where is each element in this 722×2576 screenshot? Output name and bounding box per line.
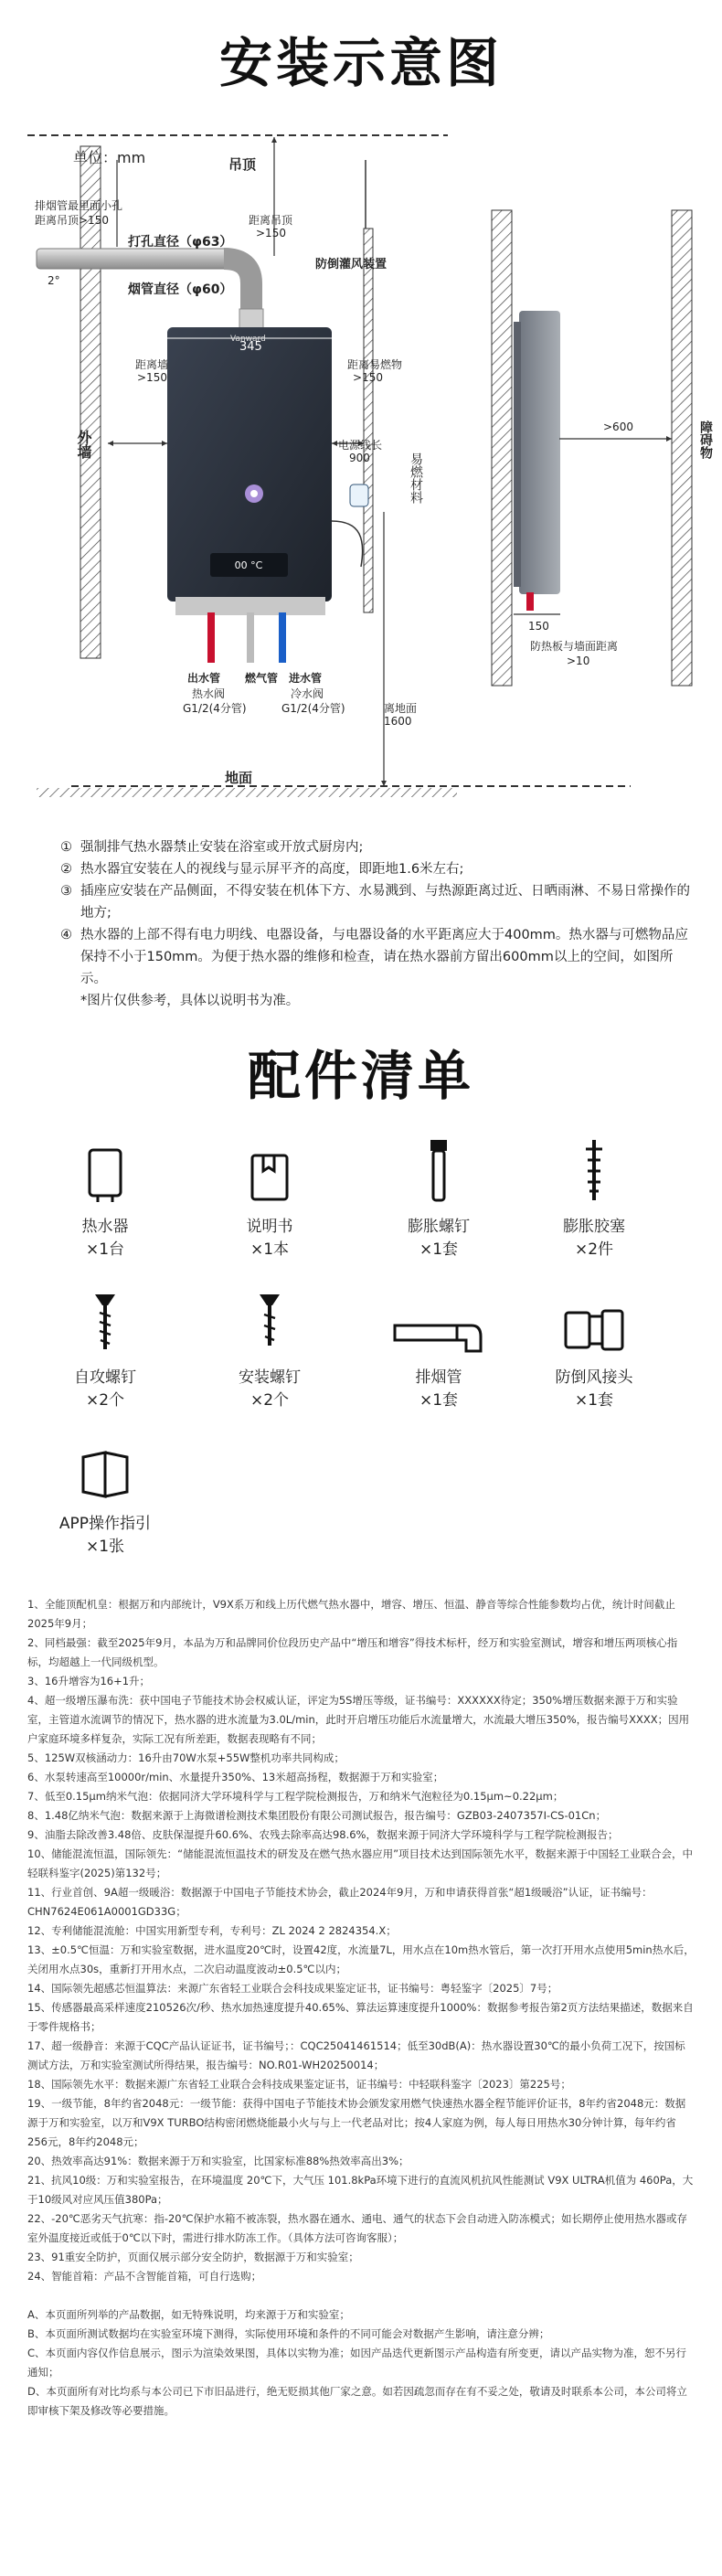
accessory-item: 说明书 ×1本 xyxy=(206,1138,334,1259)
footnote-item: 9、油脂去除改善3.48倍、皮肤保湿提升60.6%、农残去除率高达98.6%，数据来源于同济大学环境科学与工程学院检测报告； xyxy=(27,1828,619,1841)
hole-diameter-label: 打孔直径（φ63） xyxy=(128,235,233,250)
screw-icon xyxy=(41,1289,169,1353)
footnote-item: 4、超一级增压瀑布洗：获中国电子节能技术协会权威认证，评定为5S增压等级，证书编号：XXXXXX待定；350%增压数据来源于万和实验室，主管道水流调节的情况下，热水器的进水流量为3.0L/min，此时开启增压功能后水流量增大，水流最大增压350%，报告编号XXXX；因用户家庭环境多样复杂，实际工况有所差距，数据表现略有不同； xyxy=(27,1694,690,1745)
footnote-item: 24、智能首箱：产品不含智能首箱，可自行选购； xyxy=(27,2270,262,2283)
footnote-item: 21、抗风10级：万和实验室报告，在环境温度 20℃下，大气压 101.8kPa环境下进行的直流风机抗风性能测试 V9X ULTRA机值为 460Pa，大于10级风对应风压值380Pa； xyxy=(27,2174,694,2206)
accessory-item: 膨胀胶塞 ×2件 xyxy=(530,1138,658,1259)
footnote-item: 23、91重安全防护，页面仅展示部分安全防护，数据源于万和实验室； xyxy=(27,2251,359,2263)
note-item: ③ 插座应安装在产品侧面，不得安装在机体下方、水易溅到、与热源距离过近、日晒雨淋、不易日常操作的地方; xyxy=(60,884,690,921)
footnote-item: 7、低至0.15μm纳米气泡：依据同济大学环境科学与工程学院检测报告，万和纳米气泡粒径为0.15μm~0.22μm； xyxy=(27,1790,564,1803)
right-dist-label: 距离易燃物 xyxy=(347,358,403,371)
note-item: ② 热水器宜安装在人的视线与显示屏平齐的高度，即距地1.6米左右; xyxy=(60,862,464,877)
left-dist-value: >150 xyxy=(137,371,167,384)
plug-icon xyxy=(530,1138,658,1202)
manual-icon xyxy=(206,1138,334,1202)
install-title: 安装示意图 xyxy=(218,32,503,94)
ground-label: 地面 xyxy=(225,770,253,786)
accessory-item: 自攻螺钉 ×2个 xyxy=(41,1289,169,1410)
footnote-item: B、本页面所测试数据均在实验室环境下测得，实际使用环境和条件的不同可能会对数据产生影响，请注意分辨； xyxy=(27,2327,550,2340)
accessory-item: APP操作指引 ×1张 xyxy=(41,1435,169,1556)
joint-icon xyxy=(530,1289,658,1353)
app-guide-icon xyxy=(41,1435,169,1499)
accessories-title: 配件清单 xyxy=(247,1045,474,1107)
inlet-sub2: G1/2(4分管) xyxy=(281,702,345,715)
footnote-item: 19、一级节能，8年约省2048元：一级节能：获得中国电子节能技术协会颁发家用燃气快速热水器全程节能评价证书，8年约省2048元：数据源于万和实验室，以万和V9X TURBO结构密闭燃烧能最小火与与上一代老品对比；按4人家庭为例，每人每日用热水30分钟计算，每年约省256元，8年约2048元； xyxy=(27,2097,686,2148)
windproof-label: 防倒灌风装置 xyxy=(315,258,388,271)
footnote-item: A、本页面所列举的产品数据，如无特殊说明，均来源于万和实验室； xyxy=(27,2308,350,2321)
cord-value: 900 xyxy=(349,452,370,464)
right-dist-value: >150 xyxy=(353,371,383,384)
outer-wall-label: 外墙 xyxy=(75,430,92,459)
slope-label: 2° xyxy=(48,274,60,287)
accessory-item: 排烟管 ×1套 xyxy=(375,1289,503,1410)
footnote-item: 14、国际领先超感芯恒温算法：来源广东省轻工业联合会科技成果鉴定证书，证书编号：粤轻鉴字〔2025〕7号； xyxy=(27,1982,558,1995)
unit-label: 单位：mm xyxy=(73,149,146,166)
outlet-sub2: G1/2(4分管) xyxy=(183,702,247,715)
ground-dist-label: 离地面 xyxy=(384,702,418,715)
ceiling-dist-label: 距离吊顶 xyxy=(249,214,293,227)
footnote-item: 8、1.48亿纳米气泡：数据来源于上海微谱检测技术集团股份有限公司测试报告，报告编号：GZB03-2407357I-CS-01Cn； xyxy=(27,1809,607,1822)
brand-logo: Vanward xyxy=(230,335,266,344)
front-dist-label: >600 xyxy=(603,420,633,433)
footnote-item: 2、同档最强：截至2025年9月，本品为万和品牌同价位段历史产品中“增压和增容”得技术标杆，经万和实验室测试，增容和增压两项核心指标，均超越上一代同级机型。 xyxy=(27,1636,678,1668)
outlet-label: 出水管 xyxy=(187,672,221,685)
side-width-label: 150 xyxy=(528,620,549,633)
mount-screw-icon xyxy=(206,1289,334,1353)
outlet-sub1: 热水阀 xyxy=(192,687,226,700)
footnote-item: 18、国际领先水平：数据来源广东省轻工业联合会科技成果鉴定证书，证书编号：中轻联科鉴字〔2023〕第225号； xyxy=(27,2078,571,2091)
footnote-item: 13、±0.5℃恒温：万和实验室数据，进水温度20℃时，设置42度，水流量7L，用水点在10m热水管后，第一次打开用水点使用5min热水后，关闭用水点30s，重新打开用水点，二次启动温度波动±0.5℃以内； xyxy=(27,1943,695,1975)
footnote-item: 22、-20℃恶劣天气抗寒：指-20℃保护水箱不被冻裂，热水器在通水、通电、通气的状态下会自动进入防冻模式；如长期停止使用热水器或存室外温度接近或低于0℃以下时，需进行排水防冻工作。（具体方法可咨询客服）； xyxy=(27,2212,688,2244)
ground-dist-value: 1600 xyxy=(384,715,412,728)
footnotes xyxy=(27,1595,695,2421)
footnote-item: 1、全能顶配机皇：根据万和内部统计，V9X系万和线上历代燃气热水器中，增容、增压、恒温、静音等综合性能参数均占优，统计时间截止2025年9月； xyxy=(27,1598,675,1630)
svg-text:00 °C: 00 °C xyxy=(234,559,263,571)
note-item: ④ 热水器的上部不得有电力明线、电器设备，与电器设备的水平距离应大于400mm。热水器与可燃物品应保持不小于150mm。为便于热水器的维修和检查，请在热水器前方留出600mm以上的空间，如图所示。 xyxy=(60,928,688,986)
accessory-item: 膨胀螺钉 ×1套 xyxy=(375,1138,503,1259)
footnote-item: 15、传感器最高采样速度210526次/秒、热水加热速度提升40.65%、算法运算速度提升1000%：数据参考报告第2页方法结果描述，数据来自于零件规格书； xyxy=(27,2001,694,2033)
accessory-item: 热水器 ×1台 xyxy=(41,1138,169,1259)
footnote-item: 12、专利储能混流舱：中国实用新型专利，专利号：ZL 2024 2 2824354.X； xyxy=(27,1924,397,1937)
left-dist-label: 距离墙 xyxy=(135,358,169,371)
accessory-item: 安装螺钉 ×2个 xyxy=(206,1289,334,1410)
obstacle-wall xyxy=(672,210,692,686)
footnote-item: 6、水泵转速高至10000r/min、水量提升350%、13米超高扬程，数据源于万和实验室； xyxy=(27,1771,444,1783)
inlet-pipe xyxy=(279,612,286,663)
pipe-diameter-label: 烟管直径（φ60） xyxy=(128,282,233,297)
footnote-item: D、本页面所有对比均系与本公司已下市旧品进行，绝无贬损其他厂家之意。如若因疏忽而存在有不妥之处，敬请及时联系本公司，本公司将立即审核下架及修改等必要措施。 xyxy=(27,2385,687,2417)
flammable-label: 易燃材料 xyxy=(409,452,423,504)
height-label: 540 xyxy=(144,416,158,439)
footnote-item: 5、125W双核涵动力：16升由70W水泵+55W整机功率共同构成； xyxy=(27,1751,345,1764)
footnote-item: 10、储能混流恒温，国际领先：“储能混流恒温技术的研发及在燃气热水器应用”项目技术达到国际领先水平，数据来源于中国轻工业联合会，中轻联科鉴字(2025)第132号； xyxy=(27,1847,694,1879)
footnote-item: 3、16升增容为16+1升； xyxy=(27,1675,151,1687)
inlet-label: 进水管 xyxy=(289,672,323,685)
plate-value: >10 xyxy=(567,655,590,667)
accessory-item: 防倒风接头 ×1套 xyxy=(530,1289,658,1410)
gas-label: 燃气管 xyxy=(245,672,279,685)
obstacle-label: 障碍物 xyxy=(698,420,713,459)
note-item: ① 强制排气热水器禁止安装在浴室或开放式厨房内; xyxy=(60,840,364,855)
cord-label: 电源线长 xyxy=(338,439,383,452)
footnote-item: 20、热效率高达91%：数据来源于万和实验室，比国家标准88%热效率高出3%； xyxy=(27,2155,409,2167)
exhaust-pipe-icon xyxy=(375,1289,503,1353)
note-item: *图片仅供参考，具体以说明书为准。 xyxy=(80,994,300,1008)
ceiling-dist-value: >150 xyxy=(256,227,286,240)
flammable-material xyxy=(364,229,373,612)
heater-icon xyxy=(41,1138,169,1202)
side-wall xyxy=(492,210,512,686)
footnote-spacer xyxy=(27,2286,695,2305)
expansion-bolt-icon xyxy=(375,1138,503,1202)
heater-side xyxy=(519,311,560,594)
exhaust-hole-dist: 距离吊顶>150 xyxy=(35,214,109,227)
gas-pipe xyxy=(247,612,254,663)
plate-label: 防热板与墙面距离 xyxy=(530,640,619,653)
inlet-sub1: 冷水阀 xyxy=(291,687,324,700)
exhaust-hole-label: 排烟管最里面小孔 xyxy=(35,199,123,212)
footnote-item: 17、超一级静音：来源于CQC产品认证证书，证书编号；：CQC25041461514；低至30dB(A)：热水器设置30℃的最小负荷工况下，按国标测试方法，万和实验室测试所得结果，报告编号：NO.R01-WH20250014； xyxy=(27,2039,685,2071)
footnote-item: C、本页面内容仅作信息展示，图示为渲染效果图，具体以实物为准；如因产品迭代更新图示产品构造有所变更，请以产品实物为准，恕不另行通知； xyxy=(27,2347,687,2379)
width-label: 345 xyxy=(239,340,262,354)
install-notes xyxy=(60,836,691,1012)
exhaust-pipe xyxy=(37,249,228,269)
footnote-item: 11、行业首创、9A超一级暖浴：数据源于中国电子节能技术协会，截止2024年9月，万和申请获得首张“超1级暖浴”认证，证书编号：CHN7624E061A0001GD33G； xyxy=(27,1886,653,1918)
outlet-pipe xyxy=(207,612,215,663)
ceiling-label: 吊顶 xyxy=(228,156,257,173)
